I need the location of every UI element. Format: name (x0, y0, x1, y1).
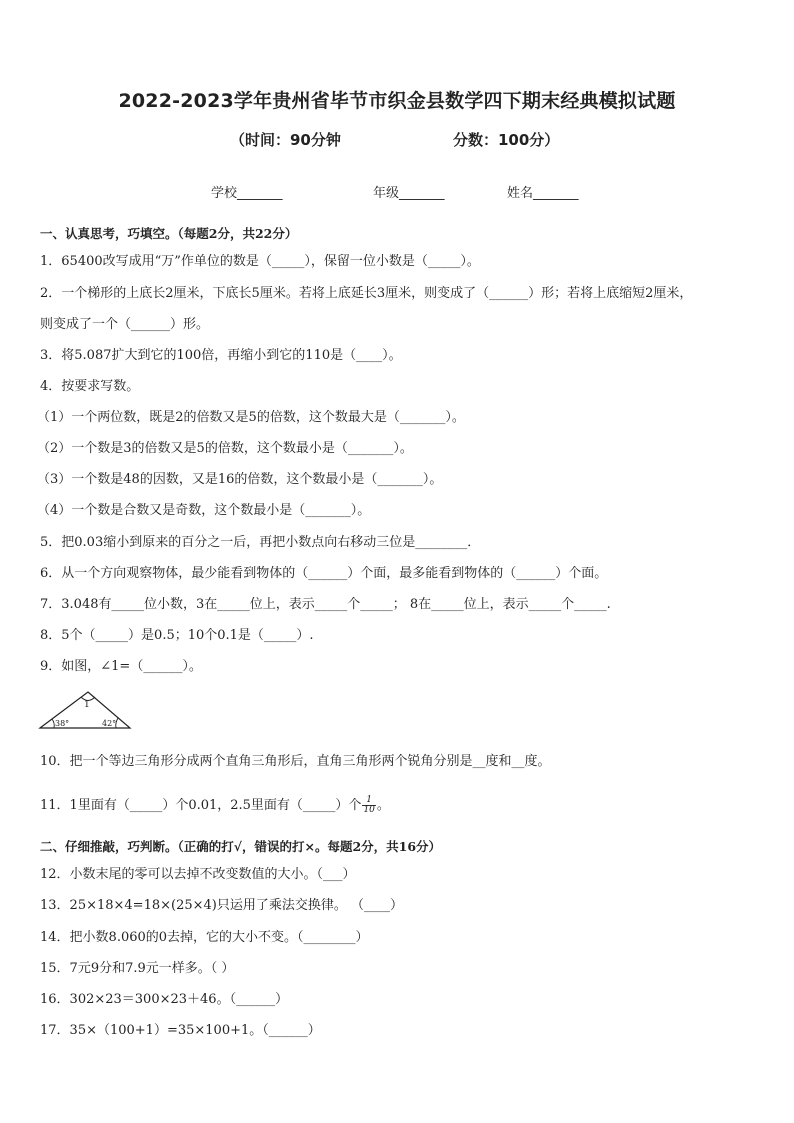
angle-1-label: 1 (84, 700, 90, 710)
question-4-3: （3）一个数是48的因数，又是16的倍数，这个数最小是（_______）。 (37, 472, 443, 487)
exam-score: 分数：100分） (453, 131, 560, 149)
fraction-one-tenth (362, 796, 375, 815)
question-4-2: （2）一个数是3的倍数又是5的倍数，这个数最小是（_______）。 (37, 441, 413, 456)
fraction-denominator: 10 (363, 805, 375, 815)
question-6: 6．从一个方向观察物体，最少能看到物体的（______）个面，最多能看到物体的（______）个面。 (40, 566, 608, 581)
question-13: 13．25×18×4=18×(25×4)只运用了乘法交换律。 （____） (40, 898, 403, 913)
question-2a: 2．一个梯形的上底长2厘米，下底长5厘米。若将上底延长3厘米，则变成了（______）形；若将上底缩短2厘米， (40, 286, 693, 301)
question-7: 7．3.048有_____位小数，3在_____位上，表示_____个_____； 8在_____位上，表示_____个_____. (40, 597, 611, 612)
question-8: 8．5个（_____）是0.5；10个0.1是（_____）. (40, 628, 314, 643)
question-11-end: 。 (376, 798, 390, 813)
question-5: 5．把0.03缩小到原来的百分之一后，再把小数点向右移动三位是________． (40, 535, 481, 550)
exam-time: （时间：90分钟 (230, 131, 341, 149)
question-17: 17．35×（100+1）=35×100+1。（______） (40, 1023, 321, 1038)
question-4: 4．按要求写数。 (40, 379, 140, 394)
question-15: 15．7元9分和7.9元一样多。（ ） (40, 961, 235, 976)
grade-field: 年级_______ (373, 186, 445, 201)
angle-right-label: 42° (102, 719, 117, 728)
question-4-4: （4）一个数是合数又是奇数，这个数最小是（_______）。 (37, 503, 371, 518)
name-field: 姓名_______ (507, 186, 579, 201)
fraction-numerator: 1 (362, 796, 375, 806)
question-11-text: 11．1里面有（_____）个0.01，2.5里面有（_____）个 (40, 798, 362, 813)
triangle-figure (38, 688, 134, 732)
angle-left-label: 38° (55, 719, 70, 728)
school-field: 学校_______ (211, 186, 283, 201)
question-1: 1．65400改写成用“万”作单位的数是（_____），保留一位小数是（_____）。 (40, 254, 480, 269)
question-4-1: （1）一个两位数，既是2的倍数又是5的倍数，这个数最大是（_______）。 (37, 410, 465, 425)
exam-title: 2022-2023学年贵州省毕节市织金县数学四下期末经典模拟试题 (118, 90, 676, 112)
question-16: 16．302×23＝300×23＋46。（______） (40, 992, 289, 1007)
question-3: 3．将5.087扩大到它的100倍，再缩小到它的110是（____）。 (40, 348, 402, 363)
section2-heading: 二、仔细推敲，巧判断。（正确的打√，错误的打×。每题2分，共16分） (40, 839, 442, 854)
question-10: 10．把一个等边三角形分成两个直角三角形后，直角三角形两个锐角分别是__度和__度。 (40, 754, 551, 769)
question-14: 14．把小数8.060的0去掉，它的大小不变。（________） (40, 930, 369, 945)
question-9: 9．如图，∠1=（______）。 (40, 659, 202, 674)
section1-heading: 一、认真思考，巧填空。（每题2分，共22分） (40, 226, 298, 241)
question-11 (40, 794, 390, 815)
question-2b: 则变成了一个（______）形。 (40, 317, 210, 332)
question-12: 12．小数末尾的零可以去掉不改变数值的大小。（___） (40, 867, 356, 882)
